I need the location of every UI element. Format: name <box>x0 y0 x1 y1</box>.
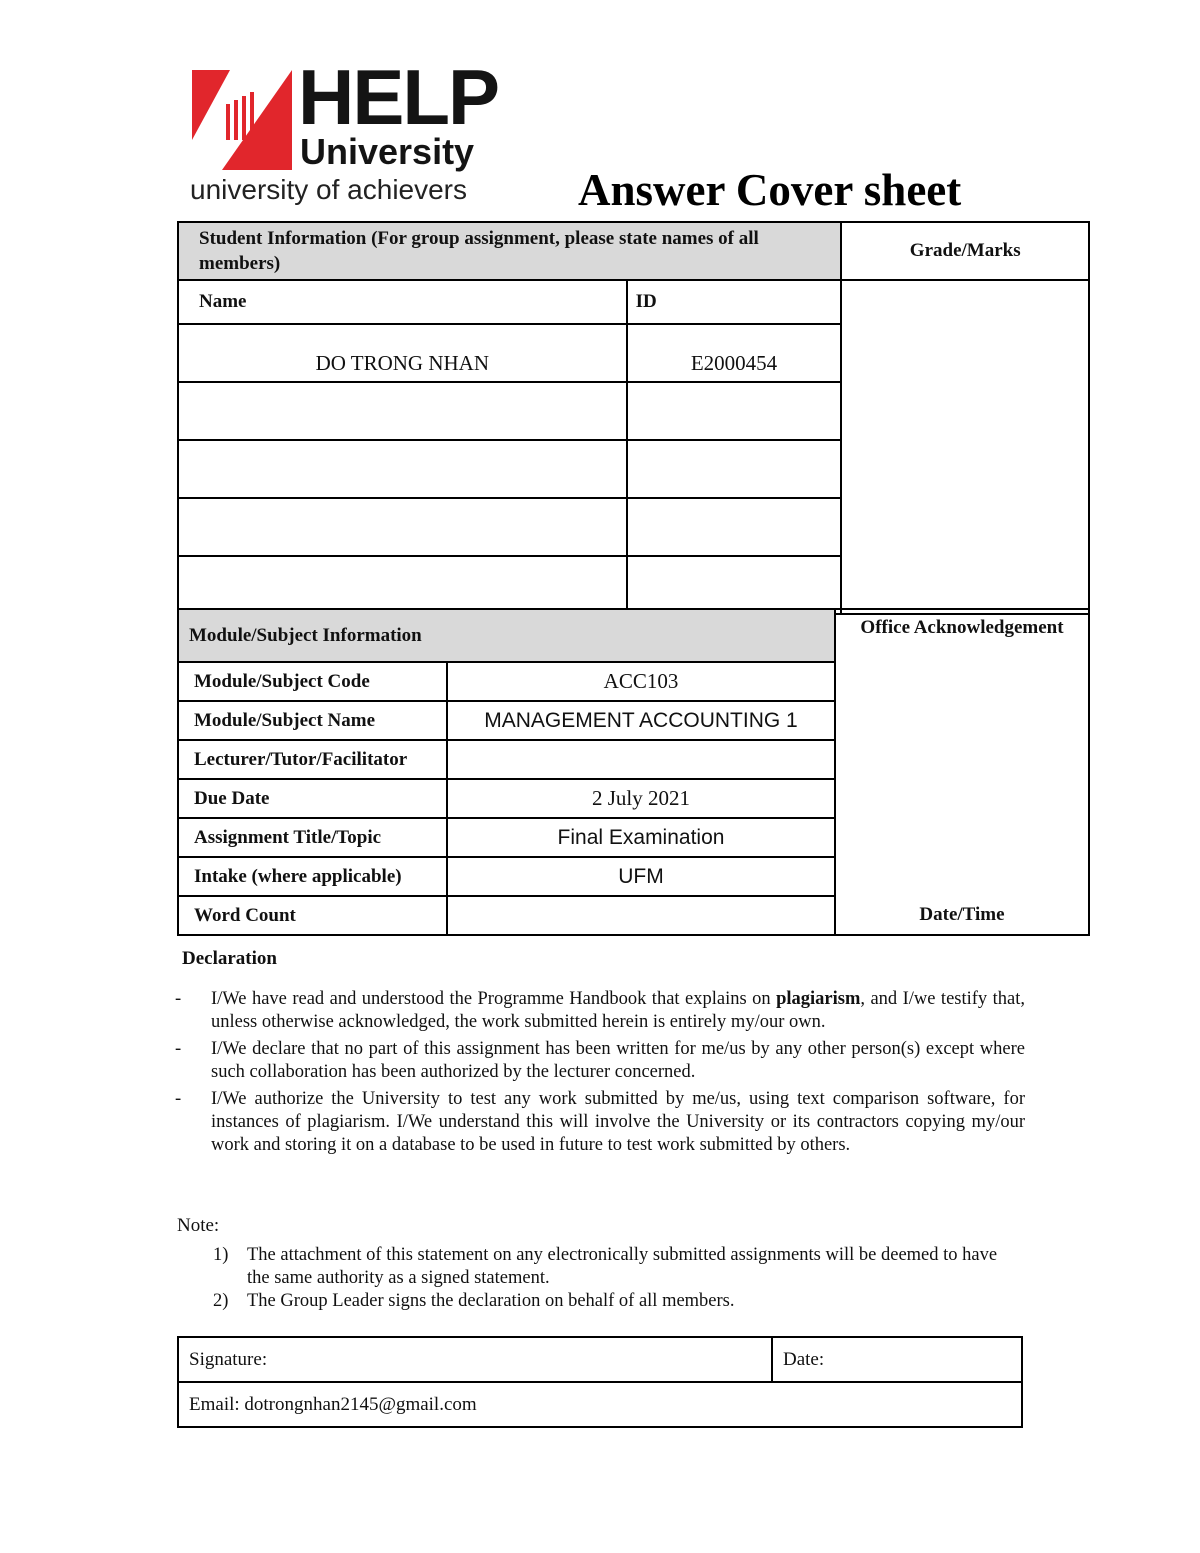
bullet-dash: - <box>175 1039 182 1059</box>
signature-table <box>177 1336 1023 1428</box>
note-list <box>213 1244 1003 1313</box>
module-code-label: Module/Subject Code <box>178 662 447 701</box>
module-name-value[interactable]: MANAGEMENT ACCOUNTING 1 <box>447 701 835 740</box>
logo-tagline: university of achievers <box>190 174 468 205</box>
grade-marks-header: Grade/Marks <box>841 222 1089 280</box>
logo-brand-sub: University <box>300 131 475 172</box>
student-id-cell[interactable] <box>627 556 842 614</box>
student-id-cell[interactable] <box>627 498 842 556</box>
module-code-value[interactable]: ACC103 <box>447 662 835 701</box>
id-column-label: ID <box>627 280 842 324</box>
declaration-item: - I/We authorize the University to test any work submitted by me/us, using text comparison software, for instances of plagiarism. I/We understand this will involve the University or its contractors copying my/our work and storing it on a database to be used in future to test work submitted by others. <box>175 1089 1025 1155</box>
date-time-label: Date/Time <box>835 857 1089 935</box>
word-count-label: Word Count <box>178 896 447 935</box>
student-info-header: Student Information (For group assignment, please state names of all members) <box>178 222 841 280</box>
logo-brand: HELP <box>298 53 499 141</box>
student-name-cell[interactable] <box>178 498 627 556</box>
assignment-title-value[interactable]: Final Examination <box>447 818 835 857</box>
module-info-table <box>177 608 1090 936</box>
lecturer-value[interactable] <box>447 740 835 779</box>
student-name-cell[interactable] <box>178 382 627 440</box>
bullet-dash: - <box>175 1089 182 1109</box>
declaration-list <box>175 988 1025 1161</box>
module-name-label: Module/Subject Name <box>178 701 447 740</box>
help-university-logo-mark <box>192 70 292 170</box>
student-info-table <box>177 221 1090 615</box>
student-name-cell[interactable] <box>178 556 627 614</box>
office-acknowledgement-box <box>835 662 1089 857</box>
office-acknowledgement-header: Office Acknowledgement <box>835 609 1089 662</box>
note-label: Note: <box>177 1215 220 1236</box>
note-item: 1) The attachment of this statement on any electronically submitted assignments will be deemed to have the same authority as a signed statement. <box>213 1245 998 1288</box>
signature-field[interactable]: Signature: <box>178 1337 772 1382</box>
student-id-cell[interactable]: E2000454 <box>627 324 842 382</box>
bullet-dash: - <box>175 989 182 1009</box>
name-column-label: Name <box>178 280 627 324</box>
date-field[interactable]: Date: <box>772 1337 1022 1382</box>
note-item: 2) The Group Leader signs the declaration on behalf of all members. <box>213 1291 735 1311</box>
declaration-item: - I/We declare that no part of this assignment has been written for me/us by any other person(s) except where such collaboration has been authorized by the lecturer concerned. <box>175 1039 1025 1082</box>
due-date-label: Due Date <box>178 779 447 818</box>
student-id-cell[interactable] <box>627 440 842 498</box>
word-count-value[interactable] <box>447 896 835 935</box>
intake-value[interactable]: UFM <box>447 857 835 896</box>
intake-label: Intake (where applicable) <box>178 857 447 896</box>
email-field[interactable]: Email: dotrongnhan2145@gmail.com <box>178 1382 1022 1427</box>
due-date-value[interactable]: 2 July 2021 <box>447 779 835 818</box>
grade-marks-box[interactable] <box>841 280 1089 614</box>
page-title: Answer Cover sheet <box>578 165 962 215</box>
lecturer-label: Lecturer/Tutor/Facilitator <box>178 740 447 779</box>
student-name-cell[interactable] <box>178 440 627 498</box>
declaration-item: - I/We have read and understood the Programme Handbook that explains on plagiarism, and I/we testify that, unless otherwise acknowledged, the work submitted herein is entirely my/our own. <box>175 989 1025 1032</box>
student-name-cell[interactable]: DO TRONG NHAN <box>178 324 627 382</box>
module-info-header: Module/Subject Information <box>178 609 835 662</box>
student-id-cell[interactable] <box>627 382 842 440</box>
assignment-title-label: Assignment Title/Topic <box>178 818 447 857</box>
declaration-title: Declaration <box>182 948 277 969</box>
